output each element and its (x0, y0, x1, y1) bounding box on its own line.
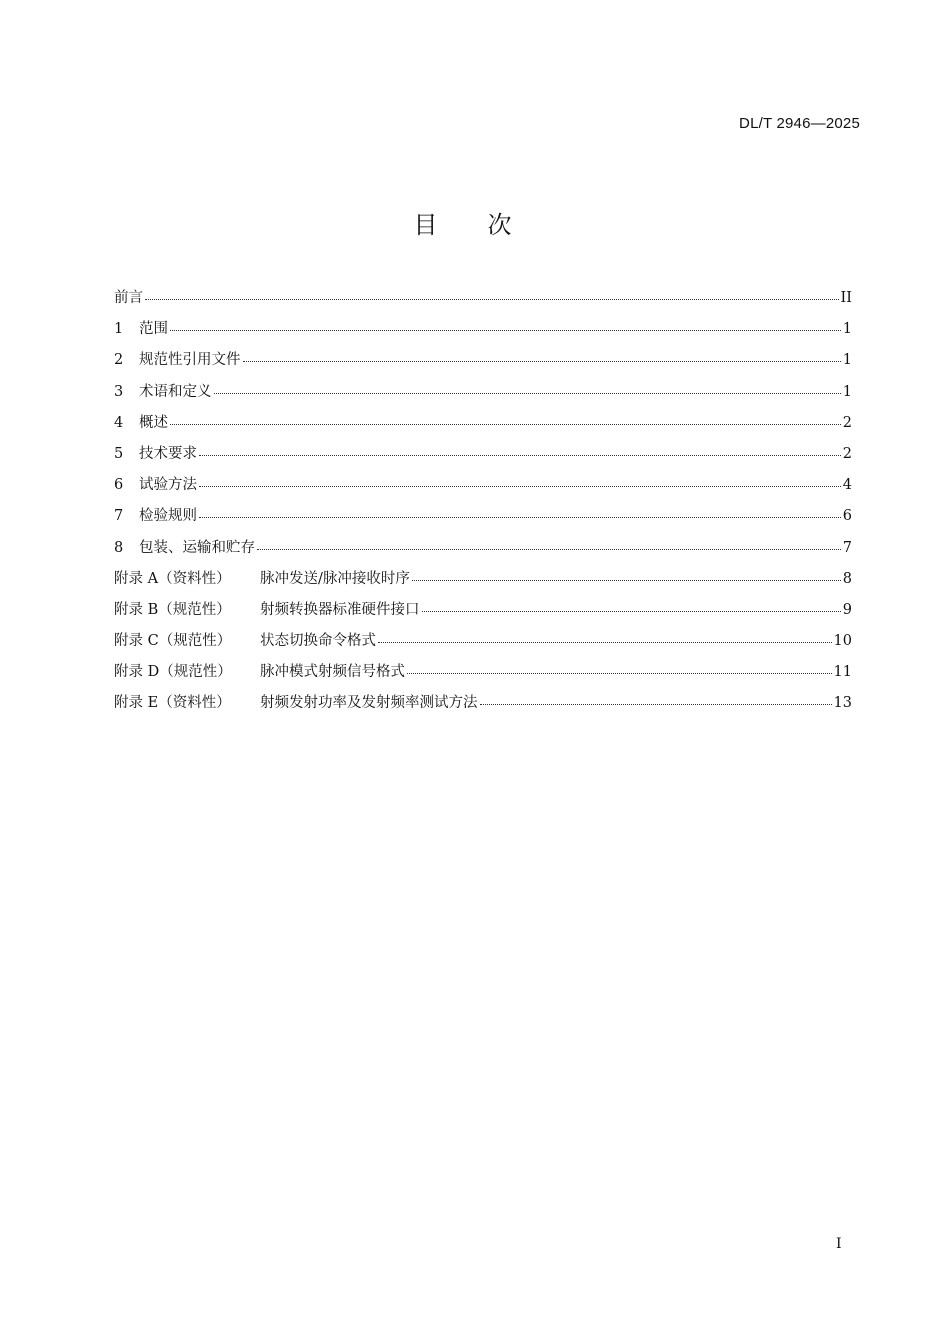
toc-entry-2[interactable] (114, 348, 852, 379)
toc-entry-number: 2 (114, 352, 124, 369)
toc-entry-page: 1 (842, 352, 852, 369)
dot-leader (170, 424, 841, 425)
toc-entry-label: 规范性引用文件 (139, 352, 241, 369)
toc-entry-label: 射频转换器标准硬件接口 (260, 601, 420, 618)
toc-entry-page: 2 (842, 414, 852, 431)
toc-entry-appendix-prefix: 附录 B（规范性） (114, 601, 231, 618)
toc-entry-appendix-b[interactable] (114, 598, 852, 629)
dot-leader (145, 299, 839, 300)
toc-entry-label: 检验规则 (139, 508, 197, 525)
toc-entry-appendix-prefix: 附录 A（资料性） (114, 570, 231, 587)
toc-entry-label: 技术要求 (139, 445, 197, 462)
toc-entry-page: 1 (842, 321, 852, 338)
toc-entry-number: 8 (114, 539, 124, 556)
toc-entry-page: 9 (842, 601, 852, 618)
toc-entry-7[interactable] (114, 504, 852, 535)
toc-entry-appendix-d[interactable] (114, 660, 852, 691)
toc-entry-number: 1 (114, 321, 124, 338)
toc-entry-page: 1 (842, 383, 852, 400)
toc-entry-number: 7 (114, 508, 124, 525)
dot-leader (199, 455, 841, 456)
toc-entry-foreword[interactable] (114, 286, 852, 317)
toc-entry-appendix-prefix: 附录 D（规范性） (114, 664, 232, 681)
dot-leader (378, 642, 832, 643)
dot-leader (422, 611, 841, 612)
toc-entry-label: 范围 (139, 321, 168, 338)
toc-entry-label: 概述 (139, 414, 168, 431)
toc-entry-number: 3 (114, 383, 124, 400)
dot-leader (257, 549, 841, 550)
toc-entry-page: 4 (842, 477, 852, 494)
toc-entry-label: 前言 (114, 290, 143, 306)
dot-leader (243, 361, 841, 362)
dot-leader (412, 580, 841, 581)
toc-entry-6[interactable] (114, 473, 852, 504)
toc-entry-appendix-a[interactable] (114, 567, 852, 598)
toc-entry-label: 状态切换命令格式 (260, 633, 376, 650)
document-code: DL/T 2946—2025 (739, 115, 860, 132)
page-number: I (836, 1236, 842, 1252)
toc-title: 目次 (413, 211, 562, 239)
toc-entry-4[interactable] (114, 411, 852, 442)
toc-entry-page: II (840, 290, 852, 306)
toc-entry-8[interactable] (114, 536, 852, 567)
toc-entry-page: 6 (842, 508, 852, 525)
toc-entry-appendix-prefix: 附录 E（资料性） (114, 695, 231, 712)
dot-leader (170, 330, 841, 331)
toc-entry-number: 6 (114, 477, 124, 494)
toc-entry-label: 射频发射功率及发射频率测试方法 (260, 695, 478, 712)
toc-entry-page: 11 (833, 664, 852, 681)
toc-entry-label: 脉冲模式射频信号格式 (260, 664, 405, 681)
toc-entry-label: 包装、运输和贮存 (139, 539, 255, 556)
toc-entry-number: 5 (114, 445, 124, 462)
toc-entry-number: 4 (114, 414, 124, 431)
dot-leader (480, 704, 832, 705)
toc-entry-5[interactable] (114, 442, 852, 473)
dot-leader (214, 393, 841, 394)
toc-entry-page: 7 (842, 539, 852, 556)
dot-leader (407, 673, 832, 674)
toc-entry-appendix-prefix: 附录 C（规范性） (114, 633, 232, 650)
toc-entry-3[interactable] (114, 380, 852, 411)
toc-entry-page: 2 (842, 445, 852, 462)
toc-entry-page: 10 (833, 633, 852, 650)
toc-entry-label: 试验方法 (139, 477, 197, 494)
dot-leader (199, 517, 841, 518)
toc-entry-label: 脉冲发送/脉冲接收时序 (260, 570, 410, 587)
toc-entry-label: 术语和定义 (139, 383, 212, 400)
toc-list (114, 286, 852, 723)
toc-entry-page: 13 (833, 695, 852, 712)
dot-leader (199, 486, 841, 487)
toc-entry-1[interactable] (114, 317, 852, 348)
toc-entry-appendix-e[interactable] (114, 691, 852, 722)
toc-entry-appendix-c[interactable] (114, 629, 852, 660)
toc-entry-page: 8 (842, 570, 852, 587)
